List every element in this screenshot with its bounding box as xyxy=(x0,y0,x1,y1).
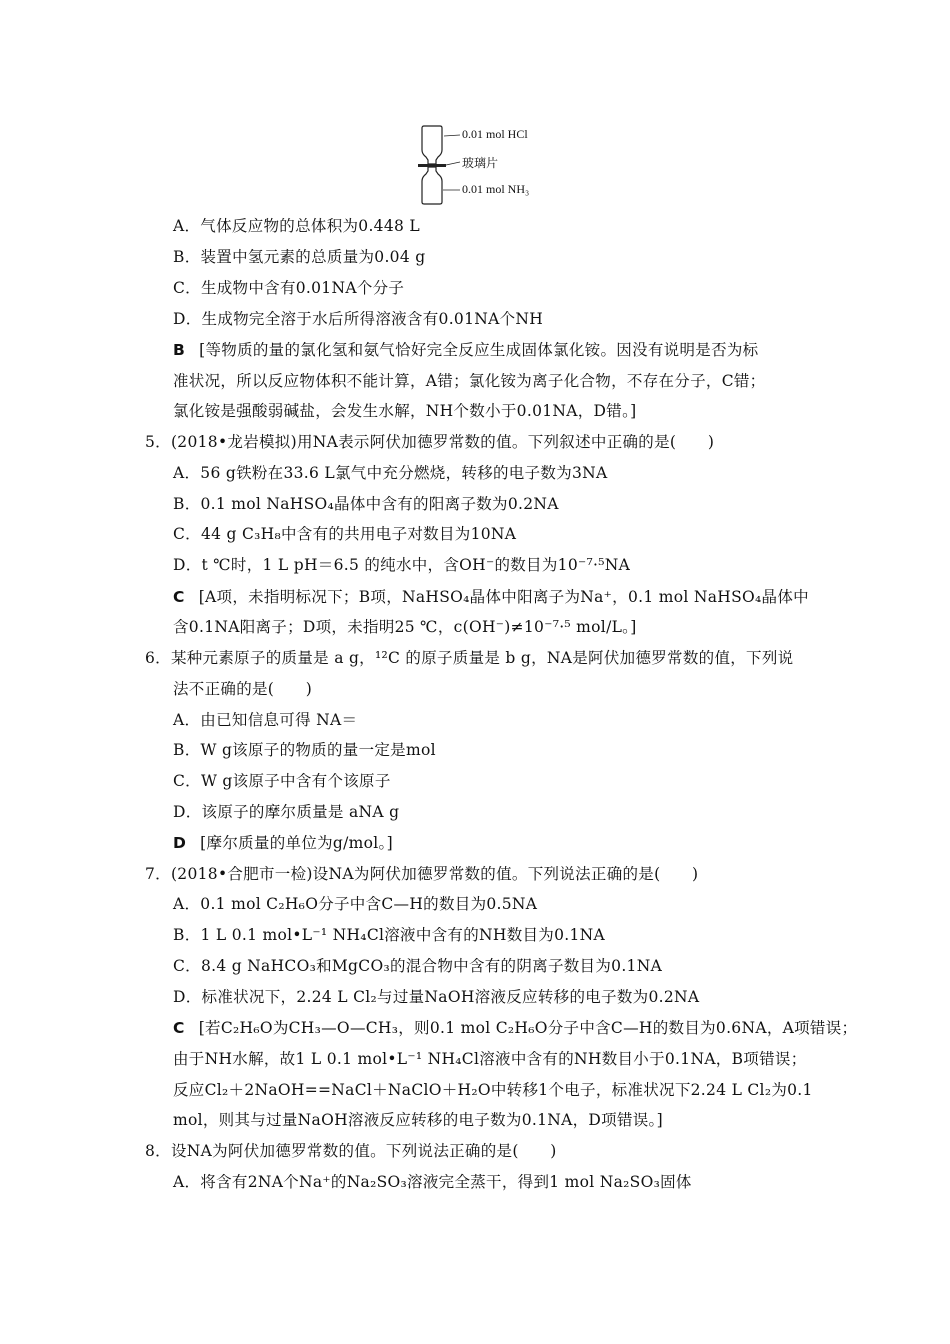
q6-option-b: B．W g该原子的物质的量一定是mol xyxy=(173,741,436,759)
q5-option-a: A．56 g铁粉在33.6 L氯气中充分燃烧，转移的电子数为3NA xyxy=(173,464,608,482)
q7-answer: C xyxy=(173,1019,185,1037)
q7-explanation-line-1: C [若C₂H₆O为CH₃—O—CH₃，则0.1 mol C₂H₆O分子中含C—H的数目为0.6NA，A项错误； xyxy=(173,1019,858,1037)
q4-option-d: D．生成物完全溶于水后所得溶液含有0.01NA个NH xyxy=(173,310,544,328)
q4-explanation-line-3: 氯化铵是强酸弱碱盐，会发生水解，NH个数小于0.01NA，D错。] xyxy=(173,402,637,420)
q6-option-a: A．由已知信息可得 NA＝ xyxy=(173,711,358,729)
figure-label-nh3: 0.01 mol NH₃ xyxy=(462,182,530,196)
q6-stem-line-2: 法不正确的是( ) xyxy=(173,680,313,698)
q6-option-d: D．该原子的摩尔质量是 aNA g xyxy=(173,803,400,821)
q7-option-a: A．0.1 mol C₂H₆O分子中含C—H的数目为0.5NA xyxy=(173,895,538,913)
q4-option-c: C．生成物中含有0.01NA个分子 xyxy=(173,279,405,297)
apparatus-figure xyxy=(410,124,550,206)
q5-answer: C xyxy=(173,588,185,606)
q7-explanation-line-2: 由于NH水解，故1 L 0.1 mol•L⁻¹ NH₄Cl溶液中含有的NH数目小于0.1NA，B项错误； xyxy=(173,1050,807,1068)
q7-stem: 7．(2018•合肥市一检)设NA为阿伏加德罗常数的值。下列说法正确的是( ) xyxy=(145,865,699,883)
q7-explanation-line-3: 反应Cl₂＋2NaOH==NaCl＋NaClO＋H₂O中转移1个电子，标准状况下2.24 L Cl₂为0.1 xyxy=(173,1081,813,1099)
figure-label-hcl: 0.01 mol HCl xyxy=(462,127,528,141)
q5-option-b: B．0.1 mol NaHSO₄晶体中含有的阳离子数为0.2NA xyxy=(173,495,559,513)
q7-explanation-line-4: mol，则其与过量NaOH溶液反应转移的电子数为0.1NA，D项错误。] xyxy=(173,1111,663,1129)
q4-option-b: B．装置中氢元素的总质量为0.04 g xyxy=(173,248,426,266)
q5-option-d: D．t ℃时，1 L pH＝6.5 的纯水中，含OH⁻的数目为10⁻⁷·⁵NA xyxy=(173,556,631,574)
q5-explanation-line-2: 含0.1NA阳离子；D项，未指明25 ℃，c(OH⁻)≠10⁻⁷·⁵ mol/L。] xyxy=(173,618,637,636)
q8-stem: 8．设NA为阿伏加德罗常数的值。下列说法正确的是( ) xyxy=(145,1142,557,1160)
q4-answer: B xyxy=(173,341,186,359)
q5-option-c: C．44 g C₃H₈中含有的共用电子对数目为10NA xyxy=(173,525,517,543)
q5-explanation-line-1: C [A项，未指明标况下；B项，NaHSO₄晶体中阳离子为Na⁺，0.1 mol NaHSO₄晶体中 xyxy=(173,588,809,606)
q7-option-b: B．1 L 0.1 mol•L⁻¹ NH₄Cl溶液中含有的NH数目为0.1NA xyxy=(173,926,606,944)
q7-option-c: C．8.4 g NaHCO₃和MgCO₃的混合物中含有的阴离子数目为0.1NA xyxy=(173,957,663,975)
q6-answer: D xyxy=(173,834,187,852)
q6-explanation-line-1: D [摩尔质量的单位为g/mol。] xyxy=(173,834,393,852)
q4-explanation-line-1: B [等物质的量的氯化氢和氨气恰好完全反应生成固体氯化铵。因没有说明是否为标 xyxy=(173,341,759,359)
q6-option-c: C．W g该原子中含有个该原子 xyxy=(173,772,391,790)
q6-stem-line-1: 6．某种元素原子的质量是 a g，¹²C 的原子质量是 b g，NA是阿伏加德罗常数的值，下列说 xyxy=(145,649,794,667)
q5-stem: 5．(2018•龙岩模拟)用NA表示阿伏加德罗常数的值。下列叙述中正确的是( ) xyxy=(145,433,715,451)
q7-option-d: D．标准状况下，2.24 L Cl₂与过量NaOH溶液反应转移的电子数为0.2NA xyxy=(173,988,700,1006)
q8-option-a: A．将含有2NA个Na⁺的Na₂SO₃溶液完全蒸干，得到1 mol Na₂SO₃固体 xyxy=(173,1173,692,1191)
q4-option-a: A．气体反应物的总体积为0.448 L xyxy=(173,217,420,235)
figure-label-glass-plate: 玻璃片 xyxy=(462,156,499,170)
q4-explanation-line-2: 准状况，所以反应物体积不能计算，A错；氯化铵为离子化合物，不存在分子，C错； xyxy=(173,372,766,390)
gas-bottles-diagram xyxy=(410,124,470,206)
